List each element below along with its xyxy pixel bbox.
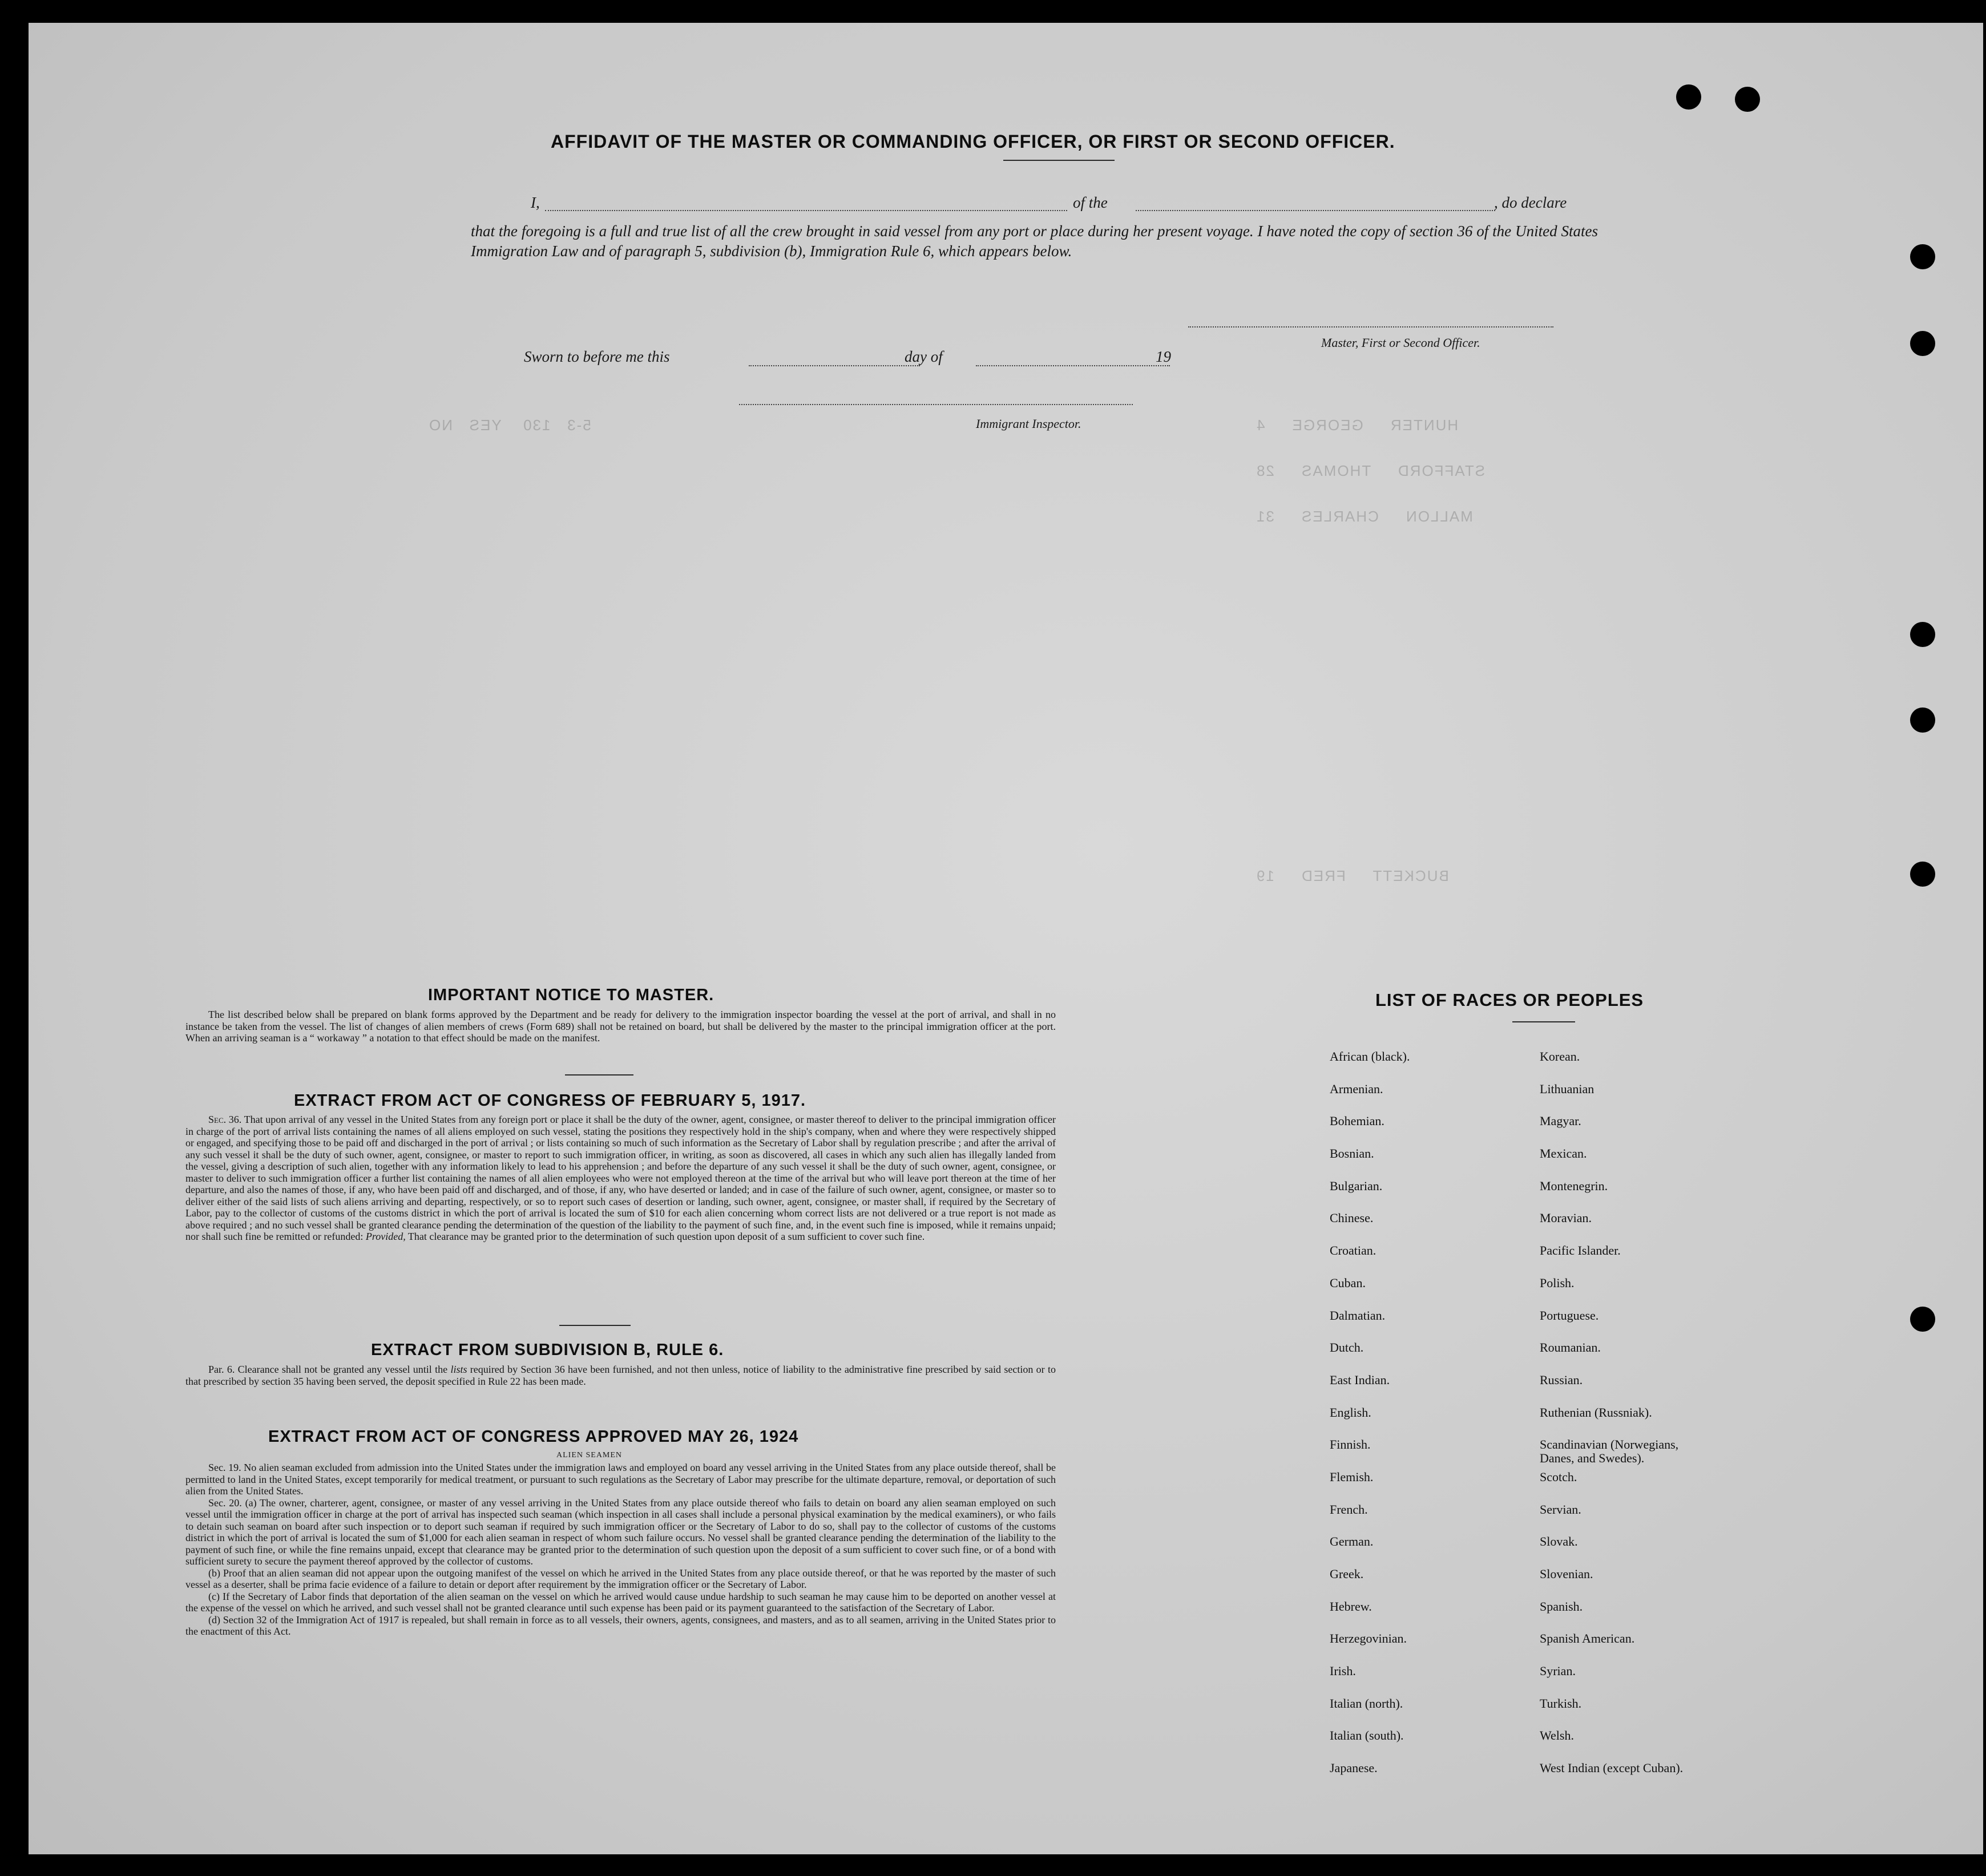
declaration-i-label: I, <box>531 194 540 211</box>
punch-hole <box>1735 87 1760 112</box>
vessel-name-field[interactable] <box>1136 210 1495 211</box>
notice-body: The list described below shall be prepared on blank forms approved by the Department and be ready for delivery to the immigration inspector boarding the vessel at the port of arrival, and shall in no instance be taken from the vessel. The list of changes of alien members of crews (Form 689) shall not be retained on board, but shall be delivered by the master to the principal immigration officer at the port. When an arriving seaman is a “ workaway ” a notation to that effect should be made on the manifest. <box>185 1009 1056 1044</box>
declaration-do-declare-label: , do declare <box>1494 194 1567 211</box>
race-item: Mexican. <box>1540 1146 1587 1161</box>
lists-word: lists <box>450 1364 467 1375</box>
race-item: Croatian. <box>1330 1243 1377 1258</box>
inspector-label: Immigrant Inspector. <box>976 417 1081 431</box>
race-item: Slovenian. <box>1540 1567 1593 1581</box>
master-signature-field[interactable] <box>1188 326 1553 328</box>
race-item: Japanese. <box>1330 1761 1378 1776</box>
race-item: Scotch. <box>1540 1469 1577 1484</box>
par-6-text-b: required by Section 36 have been furnished, and not then unless, notice of liability to the administrative fine prescribed by said section or to that prescribed by section 35 having been served, the deposit specified in Rule 22 has been made. <box>185 1364 1056 1387</box>
race-item: Bohemian. <box>1330 1114 1384 1129</box>
declaration-of-the-label: of the <box>1073 194 1108 211</box>
sec-20c-paragraph: (c) If the Secretary of Labor finds that deportation of the alien seaman on the vessel on which he arrived would cause undue hardship to such seaman he may cause him to be deported on another vessel at the expense of the vessel on which he arrived, and such vessel shall not be granted clearance until such expense has been paid or its payment guaranteed to the satisfaction of the Secretary of Labor. <box>185 1590 1056 1614</box>
punch-hole <box>1910 1307 1935 1332</box>
section-36-proviso: That clearance may be granted prior to the determination of such question upon deposit of a sum sufficient to cover such fine. <box>407 1231 925 1242</box>
punch-hole <box>1676 84 1701 110</box>
race-item: Bulgarian. <box>1330 1178 1383 1193</box>
punch-hole <box>1910 622 1935 647</box>
declaration-body: that the foregoing is a full and true list of all the crew brought in said vessel from any port or place during her present voyage. I have noted the copy of section 36 of the United States Immigration Law and of paragraph 5, subdivision (b), Immigration Rule 6, which appears below. <box>471 223 1598 260</box>
extract-1917-title: EXTRACT FROM ACT OF CONGRESS OF FEBRUARY 5, 1917. <box>294 1091 806 1110</box>
par-6-text-a: Clearance shall not be granted any vessel until the <box>237 1364 448 1375</box>
punch-hole <box>1910 244 1935 269</box>
declarant-name-field[interactable] <box>545 210 1067 211</box>
punch-hole <box>1910 707 1935 733</box>
sec-20d-paragraph: (d) Section 32 of the Immigration Act of 1917 is repealed, but shall remain in force as to all vessels, their owners, agents, consignees, and masters, and as to all seamen, arriving in the United States prior to the enactment of this Act. <box>185 1614 1056 1637</box>
race-item: Spanish. <box>1540 1599 1583 1614</box>
race-item: Magyar. <box>1540 1114 1581 1129</box>
race-item: Flemish. <box>1330 1469 1374 1484</box>
extract-rule6-title: EXTRACT FROM SUBDIVISION B, RULE 6. <box>371 1341 724 1359</box>
race-item: Turkish. <box>1540 1696 1582 1711</box>
race-item: West Indian (except Cuban). <box>1540 1761 1684 1776</box>
race-item: Italian (south). <box>1330 1728 1404 1743</box>
extract-1917-rule <box>559 1325 631 1326</box>
master-signature-label: Master, First or Second Officer. <box>1321 335 1480 350</box>
race-item: Dutch. <box>1330 1340 1364 1355</box>
sworn-month-field[interactable] <box>976 365 1170 366</box>
race-item: Italian (north). <box>1330 1696 1403 1711</box>
sec-19-paragraph: Sec. 19. No alien seaman excluded from admission into the United States under the immigration laws and employed on board any vessel arriving in the United States from any place outside thereof, shall be permitted to land in the United States, except temporarily for medical treatment, or pursuant to such regulations as the Secretary of Labor may prescribe for the ultimate departure, removal, or deportation of such alien from the United States. <box>185 1462 1056 1497</box>
race-item: Korean. <box>1540 1049 1580 1064</box>
race-item: Welsh. <box>1540 1728 1574 1743</box>
section-36-text: That upon arrival of any vessel in the United States from any foreign port or place it shall be the duty of the owner, agent, consignee, or master thereof to deliver to the principal immigration officer in charge of the port of arrival lists containing the names of all aliens employed on such vessel, stating the positions they respectively hold in the ship's company, when and where they were respectively shipped or engaged, and specifying those to be paid off and discharged in the port of arrival ; or lists containing so much of such information as the Secretary of Labor shall by regulation prescribe ; and after the arrival of any such vessel it shall be the duty of such owner, agent, consignee, or master to report to such immigration officer, in writing, as soon as discovered, all cases in which any such alien has illegally landed from the vessel, giving a description of such alien, together with any information likely to lead to his apprehension ; and before the departure of any such vessel it shall be the duty of such owner, agent, consignee, or master to deliver to such immigration officer a further list containing the names of all alien employees who were not employed thereon at the time of the arrival but who will leave port thereon at the time of her departure, and also the names of those, if any, who have been paid off and discharged, and of those, if any, who have deserted or landed; and in case of the failure of such owner, agent, consignee, or master so to deliver either of the said lists of such aliens arriving and departing, respectively, or so to report such cases of desertion or landing, such owner, agent, consignee, or master shall, if required by the Secretary of Labor, pay to the collector of customs of the customs district in which the port of arrival is located the sum of $10 for each alien concerning whom correct lists are not delivered or a true report is not made as above required ; and no such vessel shall be granted clearance pending the determination of the question of the liability to the payment of such fine, and, in the event such fine is imposed, while it remains unpaid; nor shall such fine be remitted or refunded: <box>185 1114 1056 1242</box>
race-item: Bosnian. <box>1330 1146 1374 1161</box>
sworn-day-field[interactable] <box>749 365 920 366</box>
race-item: English. <box>1330 1405 1371 1420</box>
race-item: Ruthenian (Russniak). <box>1540 1405 1652 1420</box>
race-item: African (black). <box>1330 1049 1410 1064</box>
extract-1924-subtitle: ALIEN SEAMEN <box>556 1451 623 1459</box>
inspector-signature-field[interactable] <box>739 404 1133 405</box>
punch-hole <box>1910 862 1935 887</box>
race-item: Hebrew. <box>1330 1599 1372 1614</box>
title-rule <box>1003 160 1115 161</box>
race-item: Pacific Islander. <box>1540 1243 1621 1258</box>
notice-rule <box>565 1074 633 1076</box>
race-item: Roumanian. <box>1540 1340 1601 1355</box>
race-item: Russian. <box>1540 1372 1583 1387</box>
race-item: Chinese. <box>1330 1211 1374 1226</box>
race-item: Lithuanian <box>1540 1081 1595 1096</box>
race-item: German. <box>1330 1534 1374 1549</box>
sworn-year-label: 19 <box>1156 348 1171 365</box>
par-6-label: Par. 6. <box>208 1364 235 1375</box>
race-item: Servian. <box>1540 1502 1581 1517</box>
race-item: Slovak. <box>1540 1534 1578 1549</box>
punch-hole <box>1910 331 1935 356</box>
race-item: Finnish. <box>1330 1437 1371 1452</box>
race-item: East Indian. <box>1330 1372 1390 1387</box>
sec-20a-paragraph: Sec. 20. (a) The owner, charterer, agent, consignee, or master of any vessel arriving in the United States from any place outside thereof who fails to detain on board any alien seaman employed on such vessel until the immigration officer in charge at the port of arrival has inspected such seaman (which inspection in all cases shall include a personal physical examination by the medical examiners), or who fails to detain such seaman on board after such inspection or to deport such seaman if required by such immigration officer or the Secretary of Labor to do so, shall pay to the collector of customs of the customs district in which the port of arrival is located the sum of $1,000 for each alien seaman in respect of whom such failure occurs. No vessel shall be granted clearance pending the determination of the liability to the payment of such fine, or while the fine remains unpaid, except that clearance may be granted prior to the determination of such question upon the deposit of a sum sufficient to cover such fine, or of a bond with sufficient surety to secure the payment thereof approved by the collector of customs. <box>185 1497 1056 1567</box>
race-item: Portuguese. <box>1540 1308 1599 1323</box>
extract-1924-body <box>185 1462 1056 1638</box>
document-page: HUNTER GEORGE 4 STAFFORD THOMAS 28 MALLON CHARLES 31 BUCKETT FRED 19 5-3 130 YES NO AFFIDAVIT OF THE MASTER OR COMMANDING OFFICER, OR FIRST OR SECOND OFFICER. I, of the , do declare that the foregoing is a full and true list of all the crew brought in said vessel from any port or place during her present voyage. I have noted the copy of section 36 of the United States Immigration Law and of paragraph 5, subdivision (b), Immigration Rule 6, which appears below. Master, First or Second Officer. Sworn to before me this day of 19 Immigrant Inspector. IMPORTANT NOTICE TO MASTER. The list described below shall be prepared on blank forms approved by the Department and be ready for delivery to the immigration inspector boarding the vessel at the port of arrival, and shall in no instance be taken from the vessel. The list of changes of alien members of crews (Form 689) shall not be retained on board, but shall be delivered by the master to the principal immigration officer at the port. When an arriving seaman is a “ workaway ” a notation to that effect should be made on the manifest. EXTRACT FROM ACT OF CONGRESS OF FEBRUARY 5, 1917. Sec. 36. That upon arrival of any vessel in the United States from any foreign port or place it shall be the duty of the owner, agent, consignee, or master thereof to deliver to the principal immigration officer in charge of the port of arrival lists containing the names of all aliens employed on such vessel, stating the positions they respectively hold in the ship's company, when and where they were respectively shipped or engaged, and specifying those to be paid off and discharged in the port of arrival ; or lists containing so much of such information as the Secretary of Labor shall by regulation prescribe ; and after the arrival of any such vessel it shall be the duty of such owner, agent, consignee, or master to report to such immigration officer, in writing, as soon as discovered, all cases in which any such alien has illegally landed from the vessel, giving a description of such alien, together with any information likely to lead to his apprehension ; and before the departure of any such vessel it shall be the duty of such owner, agent, consignee, or master to deliver to such immigration officer a further list containing the names of all alien employees who were not employed thereon at the time of the arrival but who will leave port thereon at the time of her departure, and also the names of those, if any, who have been paid off and discharged, and of those, if any, who have deserted or landed; and in case of the failure of such owner, agent, consignee, or master so to deliver either of the said lists of such aliens arriving and departing, respectively, or so to report such cases of desertion or landing, such owner, agent, consignee, or master shall, if required by the Secretary of Labor, pay to the collector of customs of the customs district in which the port of arrival is located the sum of $10 for each alien concerning whom correct lists are not delivered or a true report is not made as above required ; and no such vessel shall be granted clearance pending the determination of the question of the liability to the payment of such fine, and, in the event such fine is imposed, while it remains unpaid; nor shall such fine be remitted or refunded: Provided, That clearance may be granted prior to the determination of such question upon deposit of a sum sufficient to cover such fine. EXTRACT FROM SUBDIVISION B, RULE 6. Par. 6. Clearance shall not be granted any vessel until the lists required by Section 36 have been furnished, and not then unless, notice of liability to the administrative fine prescribed by said section or to that prescribed by section 35 having been served, the deposit specified in Rule 22 has been made. EXTRACT FROM ACT OF CONGRESS APPROVED MAY 26, 1924 ALIEN SEAMEN Sec. 19. No alien seaman excluded from admission into the United States under the immigration laws and employed on board any vessel arriving in the United States from any place outside thereof, shall be permitted to land in the United States, except temporarily for medical treatment, or pursuant to such regulations as the Secretary of Labor may prescribe for the ultimate departure, removal, or deportation of such alien from the United States. Sec. 20. (a) The owner, charterer, agent, consignee, or master of any vessel arriving in the United States from any place outside thereof who fails to detain on board any alien seaman employed on such vessel until the immigration officer in charge at the port of arrival has inspected such seaman (which inspection in all cases shall include a personal physical examination by the medical examiners), or who fails to detain such seaman on board after such inspection or to deport such seaman if required by such immigration officer or the Secretary of Labor to do so, shall pay to the collector of customs of the customs district in which the port of arrival is located the sum of $1,000 for each alien seaman in respect of whom such failure occurs. No vessel shall be granted clearance pending the determination of the liability to the payment of such fine, or while the fine remains unpaid, except that clearance may be granted prior to the determination of such question upon the deposit of a sum sufficient to cover such fine, or of a bond with sufficient surety to secure the payment thereof approved by the collector of customs. (b) Proof that an alien seaman did not appear upon the outgoing manifest of the vessel on which he arrived in the United States from any place outside thereof, or that he was reported by the master of such vessel as a deserter, shall be prima facie evidence of a failure to detain or deport after requirement by the immigration officer or the Secretary of Labor. (c) If the Secretary of Labor finds that deportation of the alien seaman on the vessel on which he arrived would cause undue hardship to such seaman he may cause him to be deported on another vessel at the expense of the vessel on which he arrived, and such vessel shall not be granted clearance until such expense has been paid or its payment guaranteed to the satisfaction of the Secretary of Labor. (d) Section 32 of the Immigration Act of 1917 is repealed, but shall remain in force as to all vessels, their owners, agents, consignees, and masters, and as to all seamen, arriving in the United States prior to the enactment of this Act. LIST OF RACES OR PEOPLES African (black). Armenian. Bohemian. Bosnian. Bulgarian. Chinese. Croatian. Cuban. Dalmatian. Dutch. East Indian. English. Finnish. Flemish. French. German. Greek. Hebrew. Herzegovinian. Irish. Italian (north). Italian (south). Japanese. Korean. Lithuanian Magyar. Mexican. Montenegrin. Moravian. Pacific Islander. Polish. Portuguese. Roumanian. Russian. Ruthenian (Russniak). Scandinavian (Norwegians, Danes, and Swedes). Scotch. Servian. Slovak. Slovenian. Spanish. Spanish American. Syrian. Turkish. Welsh. West Indian (except Cuban). <box>29 23 1983 1854</box>
extract-1924-title: EXTRACT FROM ACT OF CONGRESS APPROVED MAY 26, 1924 <box>268 1428 799 1446</box>
section-36-label: Sec. 36. <box>208 1114 242 1125</box>
races-right-column <box>1540 1050 1779 1794</box>
affidavit-title: AFFIDAVIT OF THE MASTER OR COMMANDING OFFICER, OR FIRST OR SECOND OFFICER. <box>551 131 1395 152</box>
race-item: Scandinavian (Norwegians, Danes, and Swedes). <box>1540 1437 1679 1466</box>
races-rule <box>1512 1021 1575 1022</box>
sworn-day-of-label: day of <box>905 348 943 365</box>
race-item: Spanish American. <box>1540 1631 1635 1646</box>
race-item: Syrian. <box>1540 1664 1576 1679</box>
race-item: Polish. <box>1540 1275 1575 1290</box>
notice-title: IMPORTANT NOTICE TO MASTER. <box>428 986 715 1004</box>
race-item: Greek. <box>1330 1567 1364 1581</box>
extract-rule6-body <box>185 1364 1056 1387</box>
race-item: Herzegovinian. <box>1330 1631 1407 1646</box>
race-item: Moravian. <box>1540 1211 1592 1226</box>
races-left-column <box>1330 1050 1535 1794</box>
sworn-prefix: Sworn to before me this <box>524 348 670 365</box>
races-title: LIST OF RACES OR PEOPLES <box>1375 990 1644 1010</box>
provided-word: Provided, <box>365 1231 406 1242</box>
race-item: Montenegrin. <box>1540 1178 1608 1193</box>
race-item: Dalmatian. <box>1330 1308 1386 1323</box>
sec-20b-paragraph: (b) Proof that an alien seaman did not appear upon the outgoing manifest of the vessel on which he arrived in the United States from any place outside thereof, or that he was reported by the master of such vessel as a deserter, shall be prima facie evidence of a failure to detain or deport after requirement by the immigration officer or the Secretary of Labor. <box>185 1567 1056 1590</box>
race-item: Cuban. <box>1330 1275 1366 1290</box>
race-item: French. <box>1330 1502 1368 1517</box>
race-item: Irish. <box>1330 1664 1356 1679</box>
extract-1917-body <box>185 1114 1056 1243</box>
race-item: Armenian. <box>1330 1081 1383 1096</box>
